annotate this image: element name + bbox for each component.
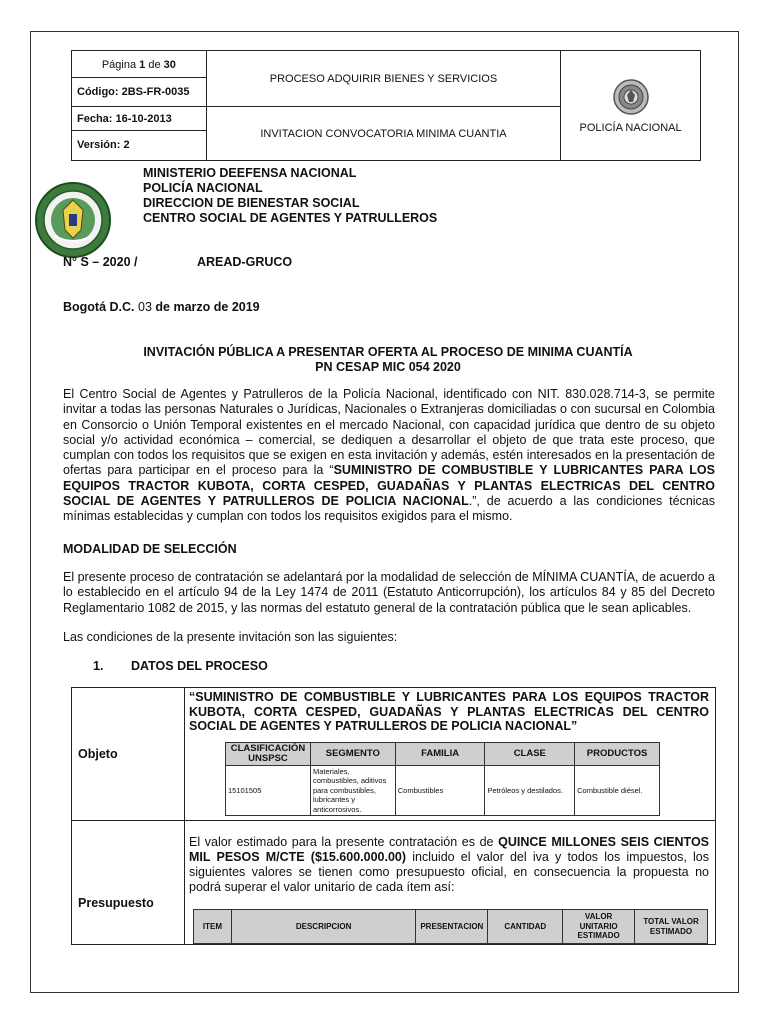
modalidad-paragraph: El presente proceso de contratación se adelantará por la modalidad de selección de MÍNIMA CUANTÍA, de acuerdo a lo establecido en el artículo 94 de la Ley 1474 de 2011 (Estatuto Anticorrupción), los artículos 84 y 85 del Decreto Reglamentario 1082 de 2015, y las normas del estatuto general de la contratación pública que le sean aplicables.: [63, 570, 715, 615]
presupuesto-label: Presupuesto: [72, 821, 185, 945]
title-line-2: PN CESAP MIC 054 2020: [315, 360, 461, 374]
process-data-table: [71, 687, 716, 945]
document-date: Fecha: 16-10-2013: [72, 107, 206, 131]
products-header: PRODUCTOS: [575, 742, 660, 765]
org-ministry: MINISTERIO DEEFENSA NACIONAL: [143, 166, 357, 180]
process-name: PROCESO ADQUIRIR BIENES Y SERVICIOS: [206, 51, 560, 107]
objeto-text: “SUMINISTRO DE COMBUSTIBLE Y LUBRICANTES PARA LOS EQUIPOS TRACTOR KUBOTA, CORTA CESPED, GUADAÑAS Y PLANTAS ELECTRICAS DEL CENTRO SOCIAL DE AGENTES Y PATRULLEROS DE POLICIA NACIONAL”: [189, 690, 709, 733]
org-direction: DIRECCION DE BIENESTAR SOCIAL: [143, 196, 360, 210]
segment-value: Materiales, combustibles, aditivos para combustibles, lubricantes y anticorrosivos.: [310, 765, 395, 816]
table-row-presupuesto: [72, 821, 716, 945]
institution-name: POLICÍA NACIONAL: [579, 121, 682, 134]
organization-block: [143, 166, 437, 226]
page-prefix: Página: [101, 58, 137, 71]
modalidad-heading: MODALIDAD DE SELECCIÓN: [63, 542, 237, 556]
page-of: de: [148, 58, 161, 71]
presupuesto-content: [185, 821, 716, 945]
family-value: Combustibles: [395, 765, 485, 816]
page-total: 30: [163, 58, 176, 71]
date-line: [63, 300, 260, 314]
presupuesto-text-a: El valor estimado para la presente contratación es de: [189, 835, 499, 849]
title-line-1: INVITACIÓN PÚBLICA A PRESENTAR OFERTA AL PROCESO DE MINIMA CUANTÍA: [143, 345, 633, 359]
table-row: [226, 765, 660, 816]
unit-value-header: VALOR UNITARIO ESTIMADO: [563, 910, 635, 944]
table-row-objeto: [72, 688, 716, 821]
page-counter: [72, 52, 206, 78]
section-number: 1.: [93, 659, 104, 673]
unspsc-code: 15101505: [226, 765, 311, 816]
page-number: 1: [139, 58, 146, 71]
document-version: Versión: 2: [77, 139, 130, 151]
police-emblem-icon: [33, 180, 113, 260]
intro-text-b: .”, de acuerdo a las condiciones técnicas mínimas establecidas y cumplan con todos los requisitos exigidos para el mismo.: [63, 494, 715, 524]
total-value-header: TOTAL VALOR ESTIMADO: [635, 910, 708, 944]
unspsc-table: [225, 742, 660, 817]
section-title: DATOS DEL PROCESO: [131, 659, 268, 673]
class-header: CLASE: [485, 742, 575, 765]
presupuesto-text: [189, 835, 709, 895]
description-header: DESCRIPCION: [231, 910, 415, 944]
police-seal-icon: [612, 78, 650, 116]
date-city: Bogotá D.C.: [63, 300, 135, 314]
item-header: ITEM: [194, 910, 232, 944]
intro-text-bold: SUMINISTRO DE COMBUSTIBLE Y LUBRICANTES PARA LOS EQUIPOS TRACTOR KUBOTA, CORTA CESPED, GUADAÑAS Y PLANTAS ELECTRICAS DEL CENTRO SOCIAL DE AGENTES Y PATRULLEROS DE POLICIA NACIONAL: [63, 463, 715, 509]
quantity-header: CANTIDAD: [488, 910, 563, 944]
segment-header: SEGMENTO: [310, 742, 395, 765]
budget-items-table: [193, 909, 708, 944]
document-header-table: [71, 50, 701, 161]
date-version-cell: [72, 107, 207, 161]
document-type: INVITACION CONVOCATORIA MINIMA CUANTIA: [206, 107, 560, 161]
products-value: Combustible diésel.: [575, 765, 660, 816]
intro-text-a: El Centro Social de Agentes y Patrulleros de la Policía Nacional, identificado con NIT. 830.028.714-3, se permite invitar a todas las personas Naturales o Jurídicas, Nacionales o Extranjeras domiciliadas o con sucursal en Colombia en Consorcio o Unión Temporal existentes en el mercado Nacional, con capacidad jurídica que dentro de su objeto social y/o actividad económica – comercial, se dediquen a desarrollar el objeto de que trata este proceso, que cumplan con todos los requisitos que se exigen en esta invitación y además, estén interesados en la presentación de ofertas para participar en el proceso para la “: [63, 387, 715, 478]
org-center: CENTRO SOCIAL DE AGENTES Y PATRULLEROS: [143, 211, 438, 225]
org-police: POLICÍA NACIONAL: [143, 181, 263, 195]
institution-cell: [561, 51, 701, 161]
date-rest: de marzo de 2019: [155, 300, 260, 314]
document-page: [30, 31, 739, 993]
presupuesto-amount: QUINCE MILLONES SEIS CIENTOS MIL PESOS M/CTE ($15.600.000.00): [189, 835, 710, 864]
page-counter-cell: [72, 51, 207, 107]
document-code: Código: 2BS-FR-0035: [77, 85, 190, 98]
date-day: 03: [138, 300, 152, 314]
presupuesto-text-b: incluido el valor del iva y todos los impuestos, los siguientes valores se tienen como presupuesto oficial, en consecuencia la propuesta no podrá superar el valor unitario de cada ítem así:: [189, 850, 709, 894]
class-value: Petróleos y destilados.: [485, 765, 575, 816]
intro-paragraph: [63, 387, 715, 525]
conditions-intro: Las condiciones de la presente invitación son las siguientes:: [63, 630, 398, 644]
reference-area: AREAD-GRUCO: [197, 255, 293, 269]
objeto-label: Objeto: [72, 688, 185, 821]
section-heading: [93, 659, 268, 673]
invitation-title: [63, 345, 713, 375]
reference-number: N° S – 2020 /: [63, 255, 138, 269]
unspsc-header: CLASIFICACIÓN UNSPSC: [226, 742, 311, 765]
objeto-content: [185, 688, 716, 821]
family-header: FAMILIA: [395, 742, 485, 765]
presentation-header: PRESENTACION: [416, 910, 488, 944]
